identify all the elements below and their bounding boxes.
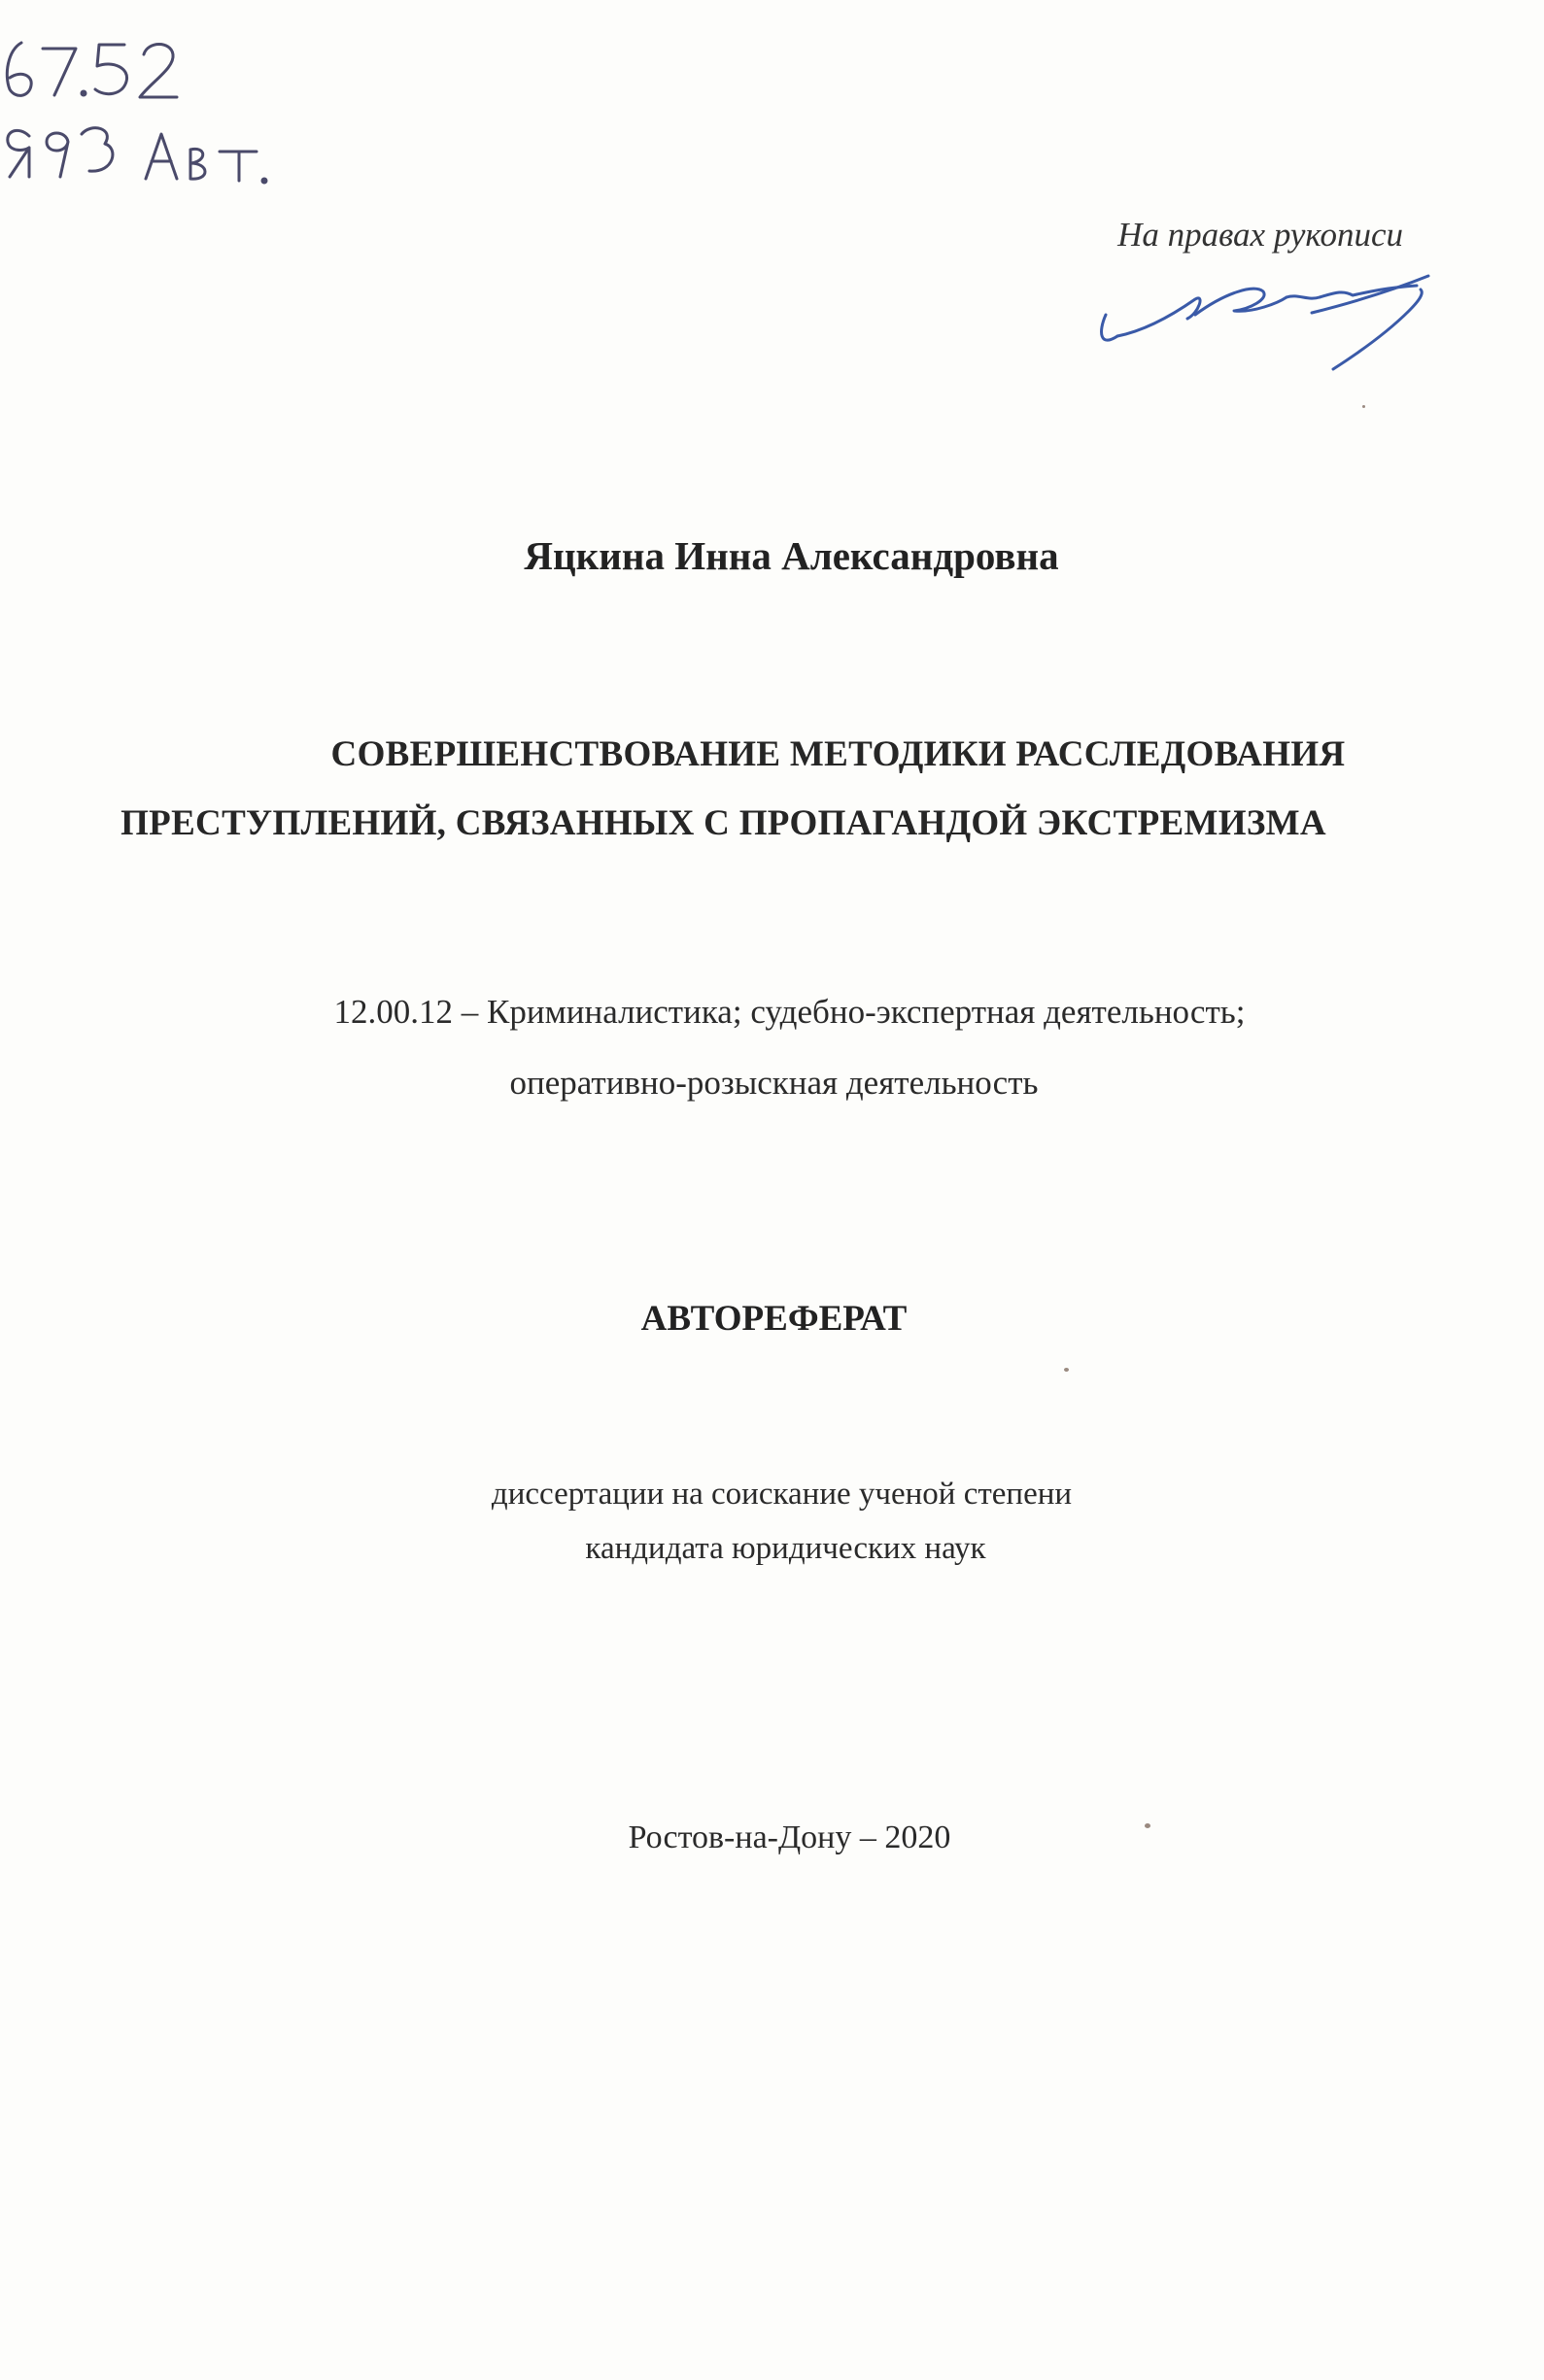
- paper-speck: [1145, 1823, 1150, 1828]
- paper-speck: [1064, 1368, 1069, 1372]
- handwritten-library-mark: [0, 21, 292, 187]
- degree-line-1: диссертации на соискание ученой степени: [491, 1477, 1073, 1512]
- author-name: Яцкина Инна Александровна: [524, 533, 1059, 578]
- document-type: АВТОРЕФЕРАТ: [640, 1299, 908, 1339]
- specialty-line-1: 12.00.12 – Криминалистика; судебно-экспертная деятельность;: [333, 993, 1246, 1031]
- city-year: Ростов-на-Дону – 2020: [628, 1819, 951, 1855]
- degree-line-2: кандидата юридических наук: [585, 1531, 986, 1566]
- title-line-2: ПРЕСТУПЛЕНИЙ, СВЯЗАННЫХ С ПРОПАГАНДОЙ ЭКСТРЕМИЗМА: [120, 803, 1326, 843]
- manuscript-note: На правах рукописи: [1117, 216, 1403, 254]
- title-line-1: СОВЕРШЕНСТВОВАНИЕ МЕТОДИКИ РАССЛЕДОВАНИЯ: [330, 734, 1346, 774]
- specialty-line-2: оперативно-розыскная деятельность: [509, 1064, 1039, 1102]
- paper-speck: [1362, 405, 1365, 408]
- author-signature: [1079, 255, 1448, 376]
